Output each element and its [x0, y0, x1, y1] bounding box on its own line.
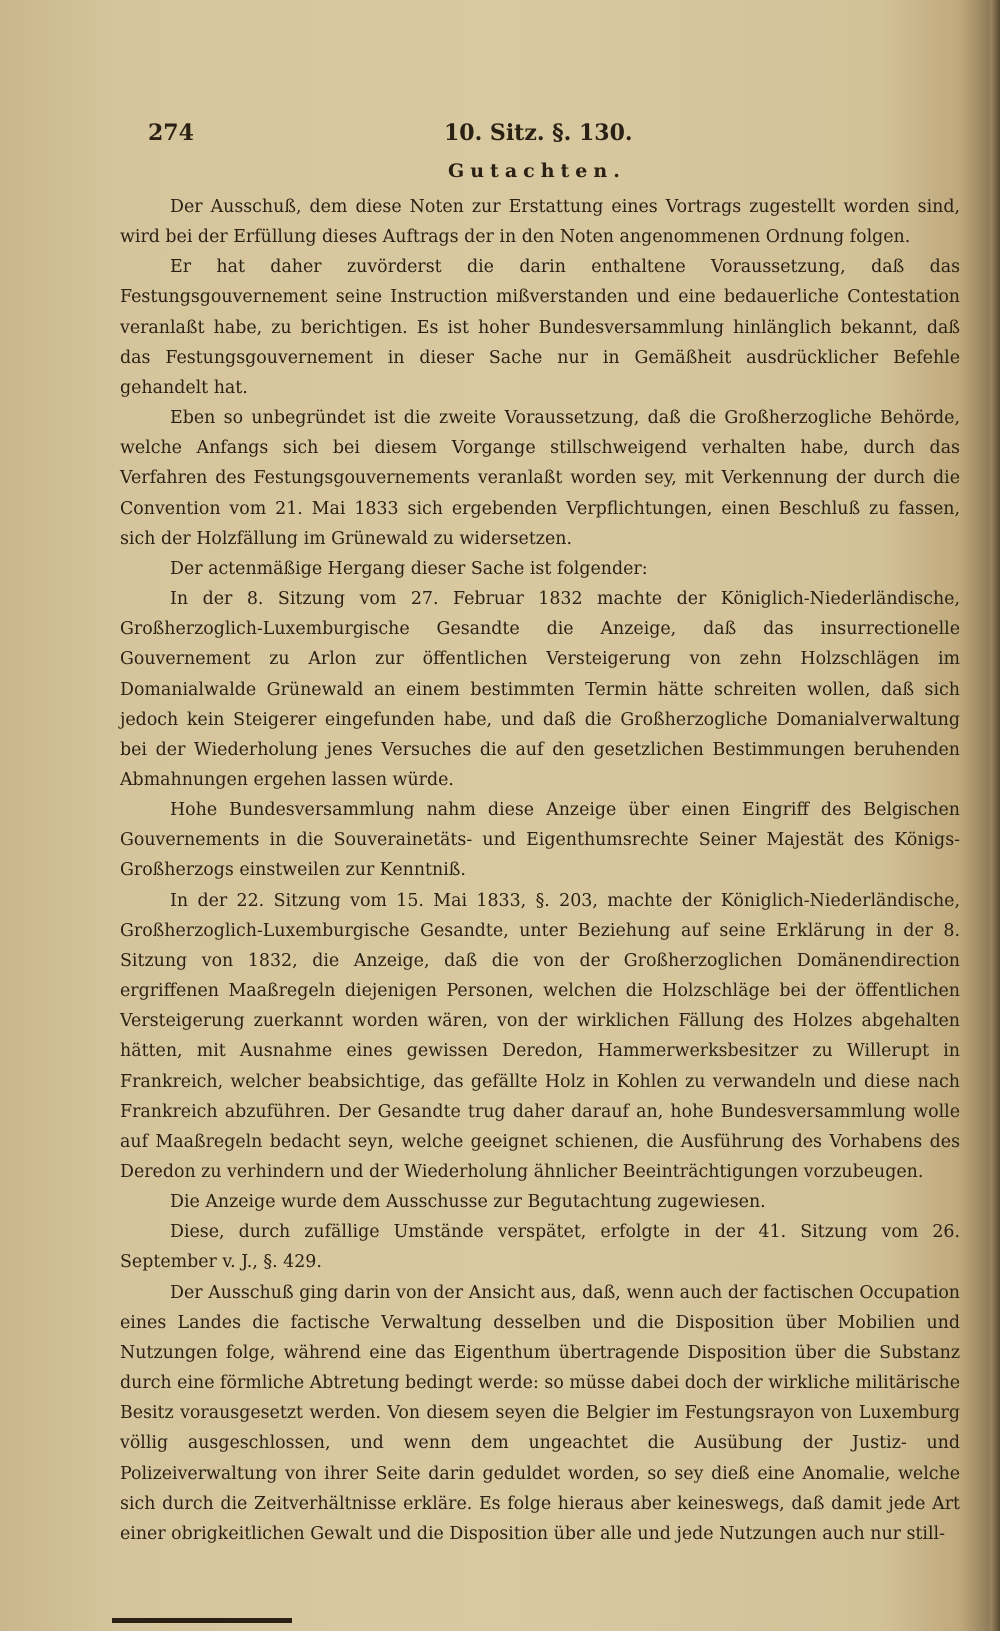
- paragraph: Er hat daher zuvörderst die darin enthaltene Voraussetzung, daß das Festungsgouvernement seine Instruction mißverstanden und eine bedauerliche Contestation veranlaßt habe, zu berichtigen. Es ist hoher Bundesversammlung hinlänglich bekannt, daß das Festungsgouvernement in dieser Sache nur in Gemäßheit ausdrücklicher Befehle gehandelt hat.: [120, 257, 960, 398]
- running-head: 10. Sitz. §. 130.: [444, 120, 633, 146]
- paragraph: In der 22. Sitzung vom 15. Mai 1833, §. 203, machte der Königlich-Niederländische, Großherzoglich-Luxemburgische Gesandte, unter Beziehung auf seine Erklärung in der 8. Sitzung von 1832, die Anzeige, daß die von der Großherzoglichen Domänendirection ergriffenen Maaßregeln diejenigen Personen, welchen die Holzschläge bei der öffentlichen Versteigerung zuerkannt worden wären, von der wirklichen Fällung des Holzes abgehalten hätten, mit Ausnahme eines gewissen Deredon, Hammerwerksbesitzer zu Willerupt in Frankreich, welcher beabsichtige, das gefällte Holz in Kohlen zu verwandeln und diese nach Frankreich abzuführen. Der Gesandte trug daher darauf an, hohe Bundesversammlung wolle auf Maaßregeln bedacht seyn, welche geeignet schienen, die Ausführung des Vorhabens des Deredon zu verhindern und der Wiederholung ähnlicher Beeinträchtigungen vorzubeugen.: [120, 890, 960, 1182]
- paragraph: Hohe Bundesversammlung nahm diese Anzeige über einen Eingriff des Belgischen Gouvernements in die Souverainetäts- und Eigenthumsrechte Seiner Majestät des Königs-Großherzogs einstweilen zur Kenntniß.: [120, 800, 960, 881]
- page-number: 274: [148, 120, 194, 146]
- bottom-rule: [112, 1618, 292, 1623]
- section-title: Gutachten.: [448, 160, 626, 182]
- page-edge-shadow: [990, 0, 1000, 1631]
- paragraph: In der 8. Sitzung vom 27. Februar 1832 machte der Königlich-Niederländische, Großherzoglich-Luxemburgische Gesandte die Anzeige, daß das insurrectionelle Gouvernement zu Arlon zur öffentlichen Versteigerung von zehn Holzschlägen im Domanialwalde Grünewald an einem bestimmten Termin hätte schreiten wollen, daß sich jedoch kein Steigerer eingefunden habe, und daß die Großherzogliche Domanialverwaltung bei der Wiederholung jenes Versuches die auf den gesetzlichen Bestimmungen beruhenden Abmahnungen ergehen lassen würde.: [120, 589, 960, 790]
- paragraph: Der Ausschuß, dem diese Noten zur Erstattung eines Vortrags zugestellt worden sind, wird bei der Erfüllung dieses Auftrags der in den Noten angenommenen Ordnung folgen.: [120, 197, 960, 248]
- paragraph: Der actenmäßige Hergang dieser Sache ist folgender:: [170, 558, 648, 579]
- body-text: [120, 192, 960, 1549]
- paragraph: Diese, durch zufällige Umstände verspätet, erfolgte in der 41. Sitzung vom 26. September v. J., §. 429.: [120, 1222, 960, 1273]
- page-header: [148, 114, 848, 150]
- paragraph: Eben so unbegründet ist die zweite Voraussetzung, daß die Großherzogliche Behörde, welche Anfangs sich bei diesem Vorgange stillschweigend verhalten habe, durch das Verfahren des Festungsgouvernements veranlaßt worden sey, mit Verkennung der durch die Convention vom 21. Mai 1833 sich ergebenden Verpflichtungen, einen Beschluß zu fassen, sich der Holzfällung im Grünewald zu widersetzen.: [120, 408, 960, 549]
- paragraph: Die Anzeige wurde dem Ausschusse zur Begutachtung zugewiesen.: [170, 1192, 766, 1213]
- paragraph: Der Ausschuß ging darin von der Ansicht aus, daß, wenn auch der factischen Occupation eines Landes die factische Verwaltung desselben und die Disposition über Mobilien und Nutzungen folge, während eine das Eigenthum übertragende Disposition über die Substanz durch eine förmliche Abtretung bedingt werde: so müsse dabei doch der wirkliche militärische Besitz vorausgesetzt werden. Von diesem seyen die Belgier im Festungsrayon von Luxemburg völlig ausgeschlossen, und wenn dem ungeachtet die Ausübung der Justiz- und Polizeiverwaltung von ihrer Seite darin geduldet worden, so sey dieß eine Anomalie, welche sich durch die Zeitverhältnisse erkläre. Es folge hieraus aber keineswegs, daß damit jede Art einer obrigkeitlichen Gewalt und die Disposition über alle und jede Nutzungen auch nur still-: [120, 1282, 960, 1544]
